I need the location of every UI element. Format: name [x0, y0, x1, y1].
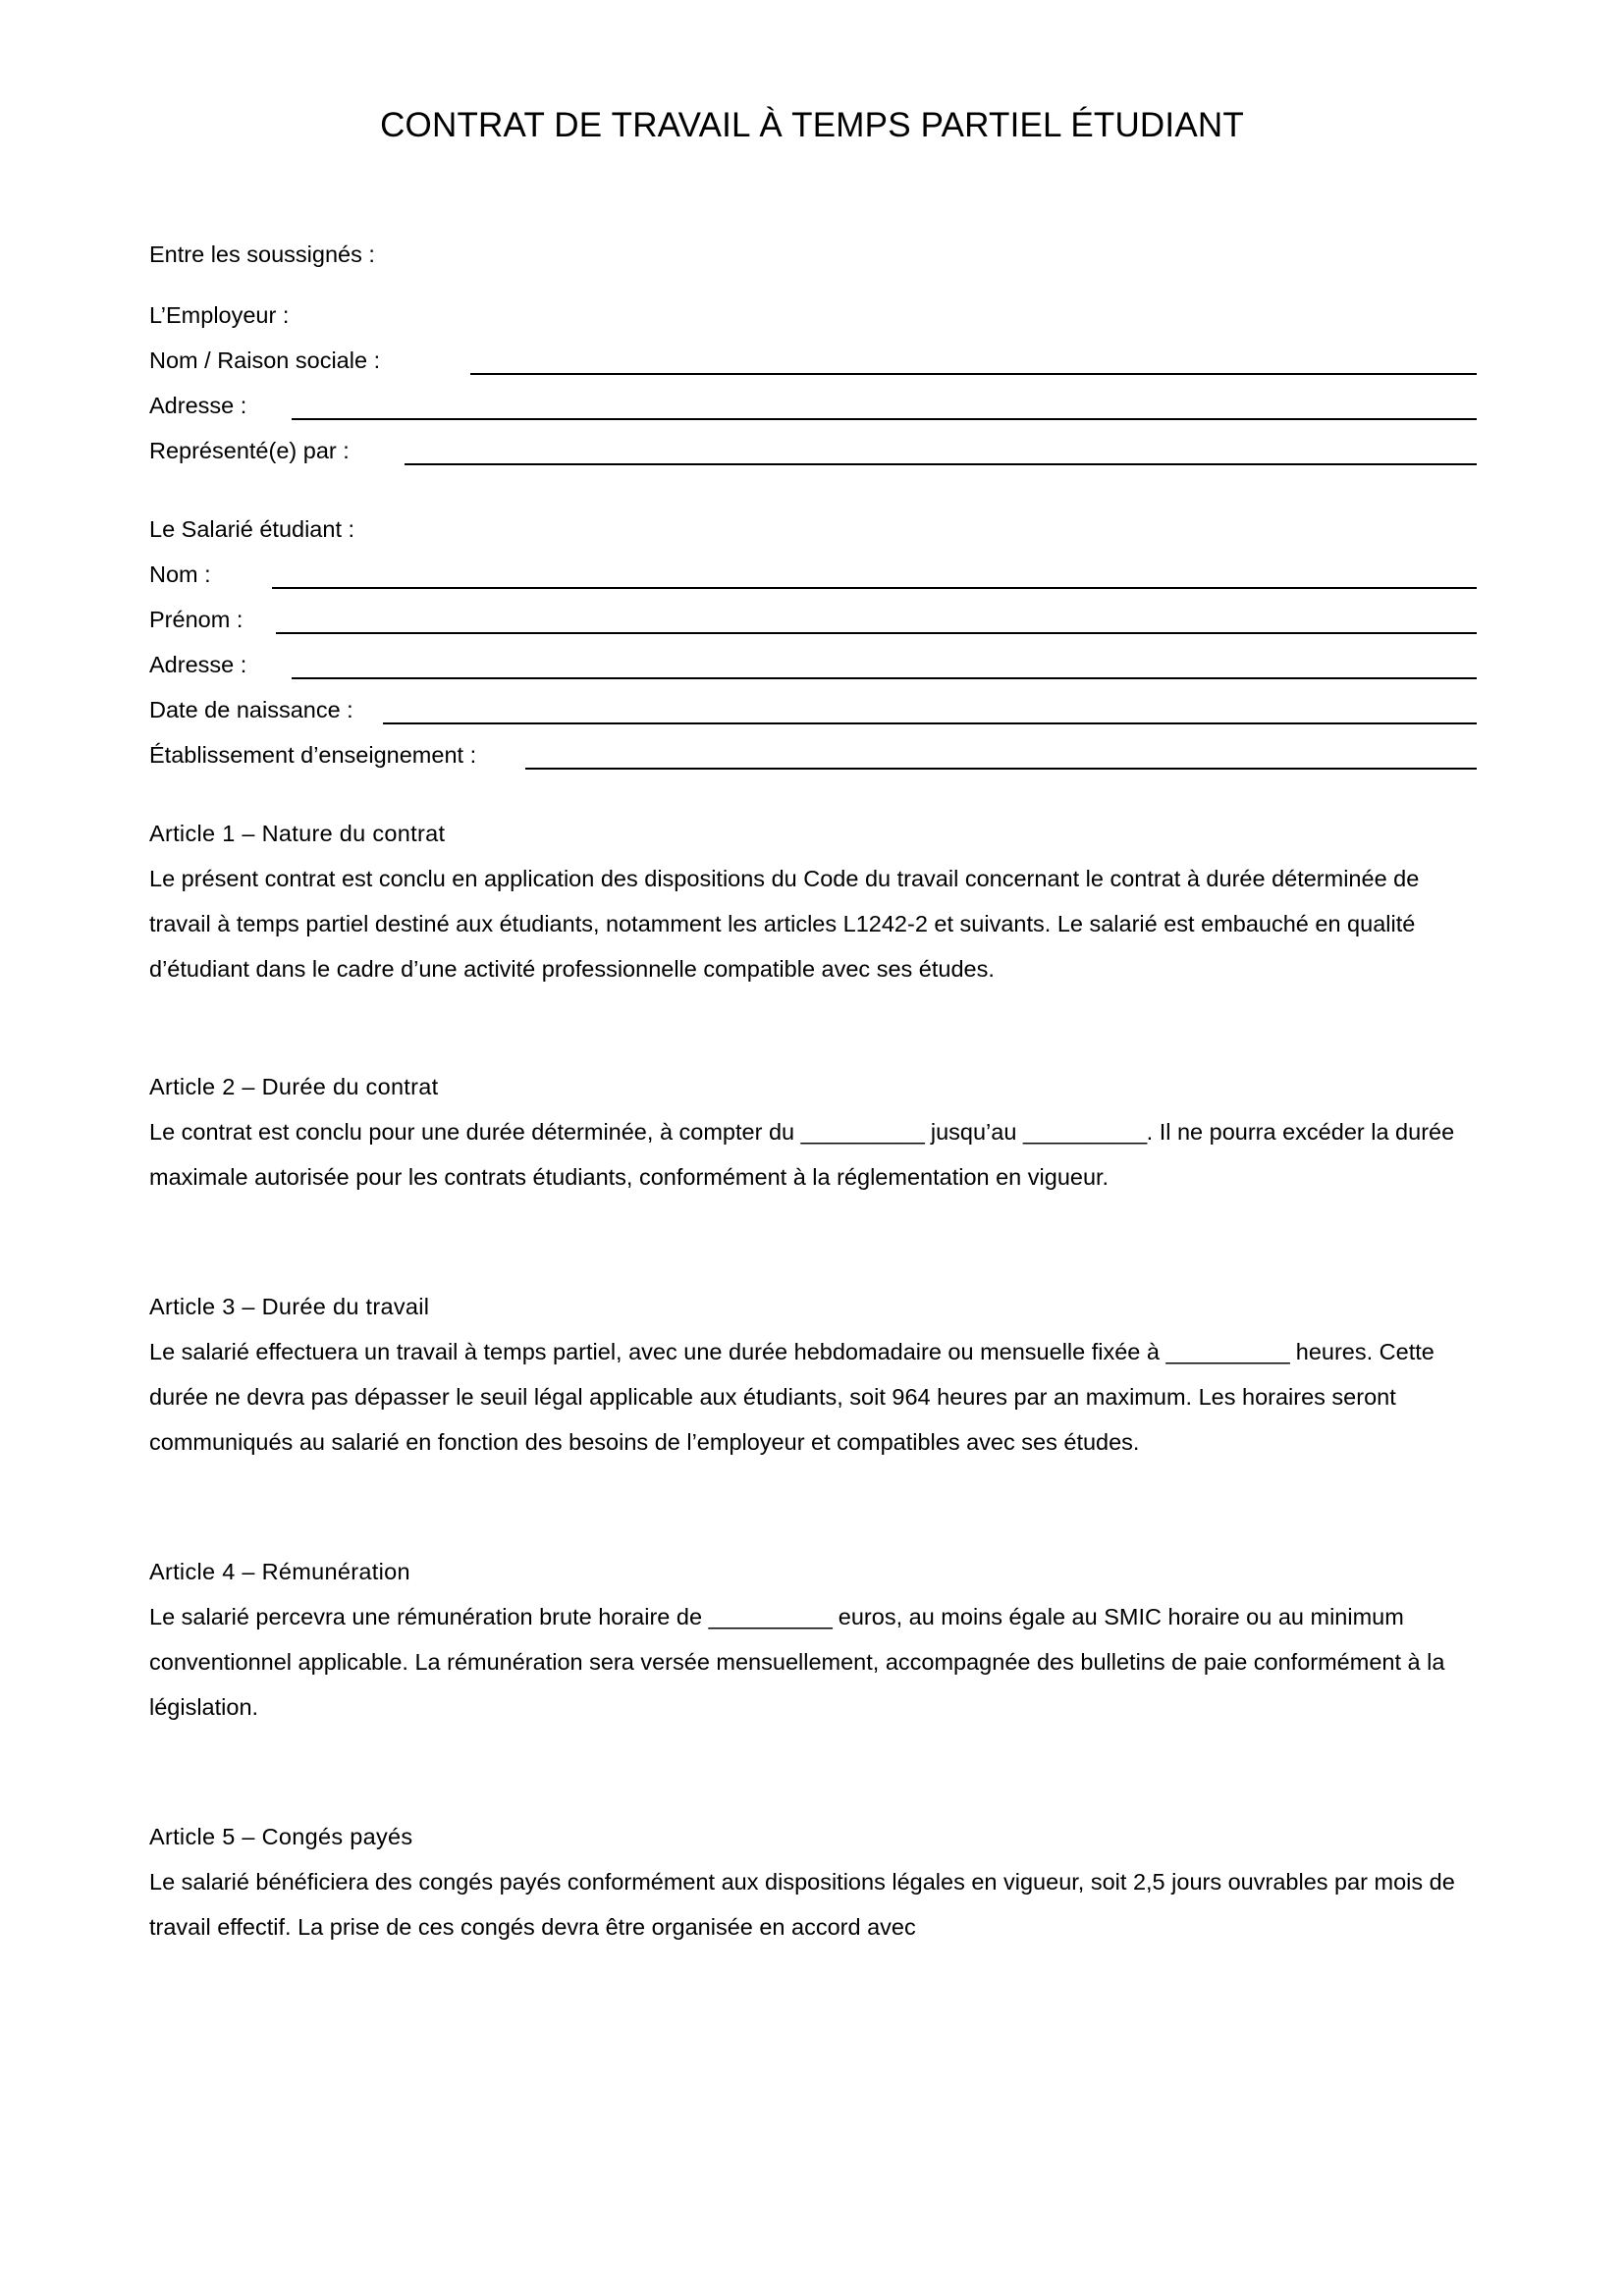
field-input-rule[interactable] [405, 463, 1477, 465]
field-label: Date de naissance : [149, 697, 353, 722]
article-3-body [149, 1329, 1477, 1465]
field-employee-lastname [149, 552, 1477, 597]
field-label: Établissement d’enseignement : [149, 742, 477, 768]
article-3-heading: Article 3 – Durée du travail [149, 1294, 430, 1319]
field-input-rule[interactable] [525, 768, 1477, 770]
article-2-blank-end-date[interactable]: __________ [1022, 1119, 1147, 1145]
employee-section-label: Le Salarié étudiant : [149, 516, 355, 542]
article-2-text-part-1: Le contrat est conclu pour une durée déterminée, à compter du [149, 1119, 801, 1145]
page-title: CONTRAT DE TRAVAIL À TEMPS PARTIEL ÉTUDIANT [380, 106, 1244, 144]
field-label: Nom : [149, 561, 211, 587]
field-input-rule[interactable] [292, 677, 1477, 679]
spacer [149, 1465, 1477, 1549]
field-employee-school [149, 732, 1477, 777]
field-label: Adresse : [149, 652, 247, 677]
spacer [149, 777, 1477, 811]
article-2-body [149, 1109, 1477, 1200]
field-employee-address [149, 642, 1477, 687]
article-3-text-part-2: heures. Cette durée ne devra pas dépasser le seuil légal applicable aux étudiants, soit 964 heures par an maximum. Les horaires seront communiqués au salarié en fonction des besoins de l’employeur et compatibles avec ses études. [149, 1339, 1435, 1455]
spacer [149, 1730, 1477, 1814]
article-4-text-part-1: Le salarié percevra une rémunération brute horaire de [149, 1604, 709, 1629]
article-5-body: Le salarié bénéficiera des congés payés conformément aux dispositions légales en vigueur, soit 2,5 jours ouvrables par mois de travail effectif. La prise de ces congés devra être organisée en accord avec [149, 1869, 1455, 1940]
article-1-heading: Article 1 – Nature du contrat [149, 821, 446, 846]
article-1-body: Le présent contrat est conclu en application des dispositions du Code du travail concernant le contrat à durée déterminée de travail à temps partiel destiné aux étudiants, notamment les articles L1242-2 et suivants. Le salarié est embauché en qualité d’étudiant dans le cadre d’une activité professionnelle compatible avec ses études. [149, 866, 1420, 982]
article-4-heading: Article 4 – Rémunération [149, 1559, 410, 1584]
spacer [149, 991, 1477, 1064]
field-employer-name [149, 338, 1477, 383]
field-label: Nom / Raison sociale : [149, 347, 381, 373]
field-label: Prénom : [149, 607, 244, 632]
field-employee-firstname [149, 597, 1477, 642]
spacer [149, 1200, 1477, 1284]
field-employer-representative [149, 428, 1477, 473]
field-input-rule[interactable] [276, 632, 1477, 634]
spacer [149, 277, 1477, 293]
field-label: Adresse : [149, 393, 247, 418]
intro-line: Entre les soussignés : [149, 241, 375, 267]
field-employer-address [149, 383, 1477, 428]
field-input-rule[interactable] [272, 587, 1477, 589]
article-3-blank-hours[interactable]: __________ [1165, 1339, 1290, 1364]
document-body [149, 232, 1477, 1949]
spacer [149, 473, 1477, 507]
article-4-text-part-2: euros, au moins égale au SMIC horaire ou au minimum conventionnel applicable. La rémunération sera versée mensuellement, accompagnée des bulletins de paie conformément à la législation. [149, 1604, 1445, 1720]
field-employee-birthdate [149, 687, 1477, 732]
field-input-rule[interactable] [292, 418, 1477, 420]
article-2-blank-start-date[interactable]: __________ [800, 1119, 925, 1145]
field-input-rule[interactable] [470, 373, 1477, 375]
employer-section-label: L’Employeur : [149, 302, 290, 328]
article-4-body [149, 1594, 1477, 1730]
article-3-text-part-1: Le salarié effectuera un travail à temps partiel, avec une durée hebdomadaire ou mensuelle fixée à [149, 1339, 1166, 1364]
article-4-blank-hourly-wage[interactable]: __________ [708, 1604, 833, 1629]
field-input-rule[interactable] [383, 722, 1477, 724]
field-label: Représenté(e) par : [149, 438, 350, 463]
article-2-text-part-3: . Il ne pourra excéder la durée maximale autorisée pour les contrats étudiants, conformément à la réglementation en vigueur. [149, 1119, 1455, 1190]
article-2-heading: Article 2 – Durée du contrat [149, 1074, 439, 1099]
article-5-heading: Article 5 – Congés payés [149, 1824, 413, 1849]
article-2-text-part-2: jusqu’au [924, 1119, 1023, 1145]
